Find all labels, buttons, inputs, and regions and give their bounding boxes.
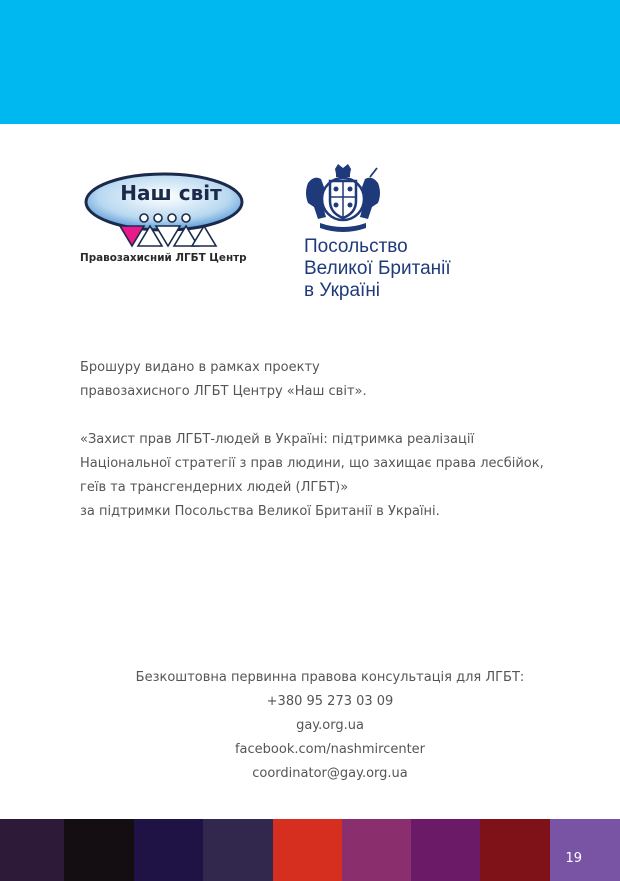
- color-stripe: [411, 819, 480, 881]
- contact-heading: Безкоштовна первинна правова консультація для ЛГБТ:: [135, 670, 525, 685]
- top-color-band: [0, 0, 620, 124]
- contact-website: gay.org.ua: [296, 718, 364, 733]
- contact-email: coordinator@gay.org.ua: [252, 766, 408, 781]
- color-stripe: [203, 819, 273, 881]
- text-line: правозахисного ЛГБТ Центру «Наш світ».: [80, 384, 367, 399]
- nash-svit-subtitle: Правозахисний ЛГБТ Центр: [80, 252, 247, 264]
- text-line: за підтримки Посольства Великої Британії в Україні.: [80, 504, 440, 519]
- embassy-name-line-2: Великої Британії: [304, 258, 451, 279]
- page-number: 19: [565, 851, 582, 866]
- text-line: «Захист прав ЛГБТ-людей в Україні: підтримка реалізації: [80, 432, 475, 447]
- color-stripe: [342, 819, 411, 881]
- color-stripe: [480, 819, 550, 881]
- color-stripe: [0, 819, 64, 881]
- embassy-logo: [300, 163, 500, 303]
- text-line: геїв та трансгендерних людей (ЛГБТ)»: [80, 480, 349, 495]
- text-line: Брошуру видано в рамках проекту: [80, 360, 320, 375]
- nash-svit-title: Наш світ: [120, 181, 222, 205]
- bottom-color-band: [0, 819, 620, 881]
- color-stripe: [64, 819, 134, 881]
- contact-block: [100, 666, 560, 786]
- text-line: Національної стратегії з прав людини, що захищає права лесбійок,: [80, 456, 544, 471]
- nash-svit-logo: [76, 170, 266, 270]
- color-stripe: [550, 819, 620, 881]
- project-description: [80, 428, 550, 524]
- contact-facebook: facebook.com/nashmircenter: [234, 742, 426, 757]
- royal-coat-of-arms-icon: [302, 163, 384, 233]
- contact-phone: +380 95 273 03 09: [266, 694, 394, 709]
- color-stripe: [273, 819, 342, 881]
- embassy-name-line-1: Посольство: [304, 236, 408, 257]
- publication-note: [80, 356, 550, 404]
- embassy-name-line-3: в Україні: [304, 280, 381, 301]
- color-stripe: [134, 819, 203, 881]
